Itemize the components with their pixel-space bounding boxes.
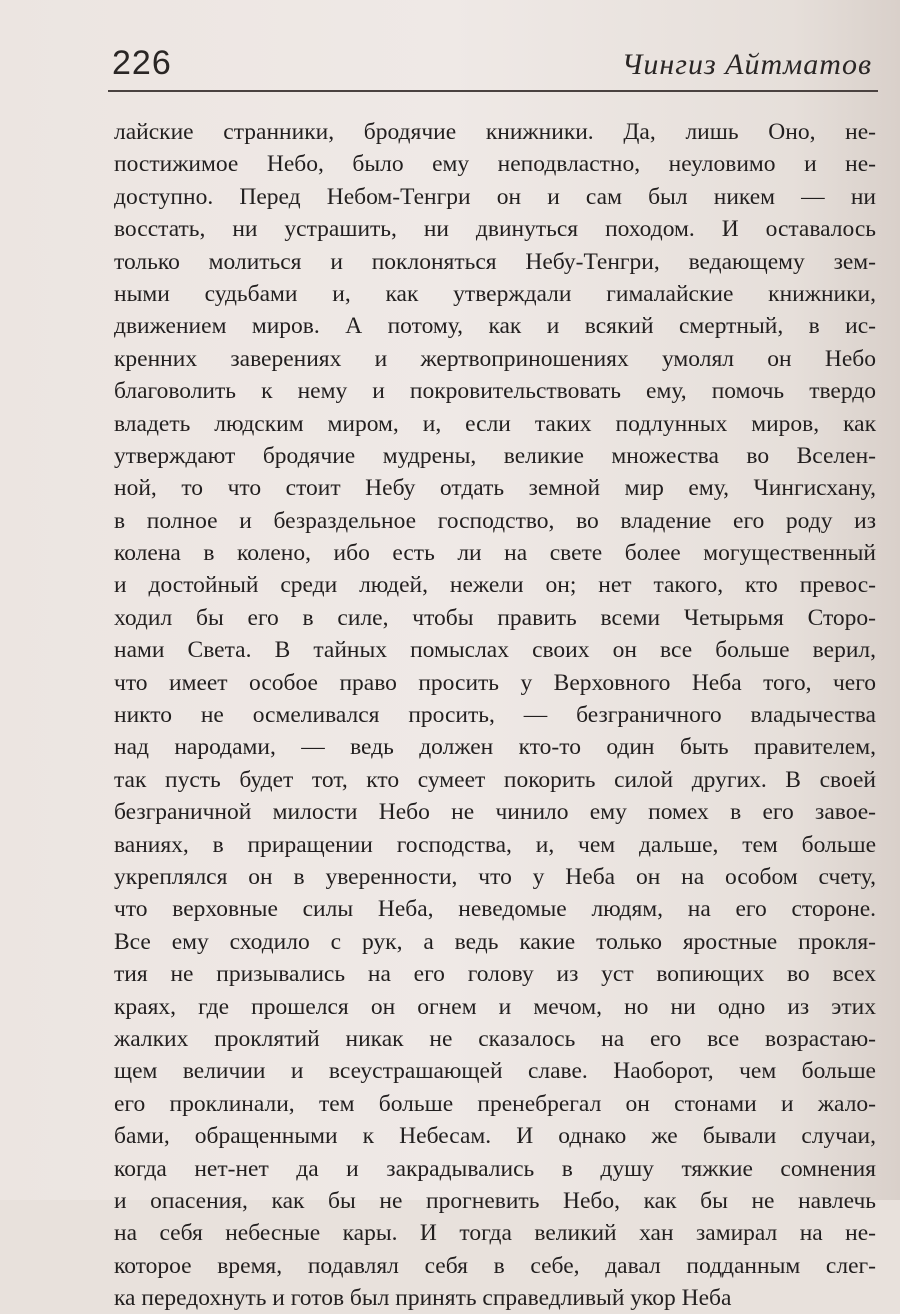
text-line: колена в колено, ибо есть ли на свете более могущественный	[114, 540, 876, 567]
text-line: тия не призывались на его голову из уст вопиющих во всех	[114, 961, 876, 988]
text-line: владеть людским миром, и, если таких подлунных миров, как	[114, 410, 876, 437]
text-line: кренних заверениях и жертвоприношениях умолял он Небо	[114, 345, 876, 372]
text-line: ными судьбами и, как утверждали гималайские книжники,	[114, 280, 876, 307]
text-line: в полное и безраздельное господство, во владение его роду из	[114, 507, 876, 534]
text-line: щем величии и всеустрашающей славе. Наоборот, чем больше	[114, 1058, 876, 1085]
text-line: восстать, ни устрашить, ни двинуться походом. И оставалось	[114, 216, 876, 243]
text-line: только молиться и поклоняться Небу-Тенгри, ведающему зем-	[114, 248, 876, 275]
text-line: бами, обращенными к Небесам. И однако же бывали случаи,	[114, 1123, 876, 1150]
text-line: ной, то что стоит Небу отдать земной мир ему, Чингисхану,	[114, 475, 876, 502]
text-line: которое время, подавлял себя в себе, давал подданным слег-	[114, 1252, 876, 1279]
text-line: Все ему сходило с рук, а ведь какие только яростные прокля-	[114, 928, 876, 955]
text-line: и достойный среди людей, нежели он; нет такого, кто превос-	[114, 572, 876, 599]
text-line: лайские странники, бродячие книжники. Да, лишь Оно, не-	[114, 119, 876, 145]
text-line: ваниях, в приращении господства, и, чем дальше, тем больше	[114, 831, 876, 858]
text-line: постижимое Небо, было ему неподвластно, неуловимо и не-	[114, 151, 876, 178]
text-line: никто не осмеливался просить, — безграничного владычества	[114, 702, 876, 729]
text-line: что имеет особое право просить у Верховного Неба того, чего	[114, 669, 876, 696]
text-line: безграничной милости Небо не чинило ему помех в его завое-	[114, 799, 876, 826]
page-number: 226	[112, 44, 172, 82]
text-line: нами Света. В тайных помыслах своих он все больше верил,	[114, 637, 876, 664]
running-header	[112, 44, 872, 84]
text-line: утверждают бродячие мудрены, великие множества во Вселен-	[114, 442, 876, 469]
text-line: жалких проклятий никак не сказалось на его все возрастаю-	[114, 1025, 876, 1052]
text-line: укреплялся он в уверенности, что у Неба он на особом счету,	[114, 863, 876, 890]
text-line: его проклинали, тем больше пренебрегал он стонами и жало-	[114, 1090, 876, 1117]
text-line: что верховные силы Неба, неведомые людям, на его стороне.	[114, 896, 876, 923]
text-line: когда нет-нет да и закрадывались в душу тяжкие сомнения	[114, 1155, 876, 1182]
text-line: краях, где прошелся он огнем и мечом, но ни одно из этих	[114, 993, 876, 1020]
header-rule	[108, 90, 878, 92]
text-line: так пусть будет тот, кто сумеет покорить силой других. В своей	[114, 766, 876, 793]
text-line: ка передохнуть и готов был принять справедливый укор Неба	[114, 1285, 732, 1312]
running-header-author: Чингиз Айтматов	[621, 48, 872, 81]
body-text	[114, 116, 876, 1314]
text-line: на себя небесные кары. И тогда великий хан замирал на не-	[114, 1220, 876, 1247]
text-line: благоволить к нему и покровительствовать ему, помочь твердо	[114, 378, 876, 405]
text-line: над народами, — ведь должен кто-то один быть правителем,	[114, 734, 876, 761]
text-line: ходил бы его в силе, чтобы править всеми Четырьмя Сторо-	[114, 604, 876, 631]
text-line: доступно. Перед Небом-Тенгри он и сам был никем — ни	[114, 183, 876, 210]
text-line: движением миров. А потому, как и всякий смертный, в ис-	[114, 313, 876, 340]
text-line: и опасения, как бы не прогневить Небо, как бы не навлечь	[114, 1187, 876, 1214]
